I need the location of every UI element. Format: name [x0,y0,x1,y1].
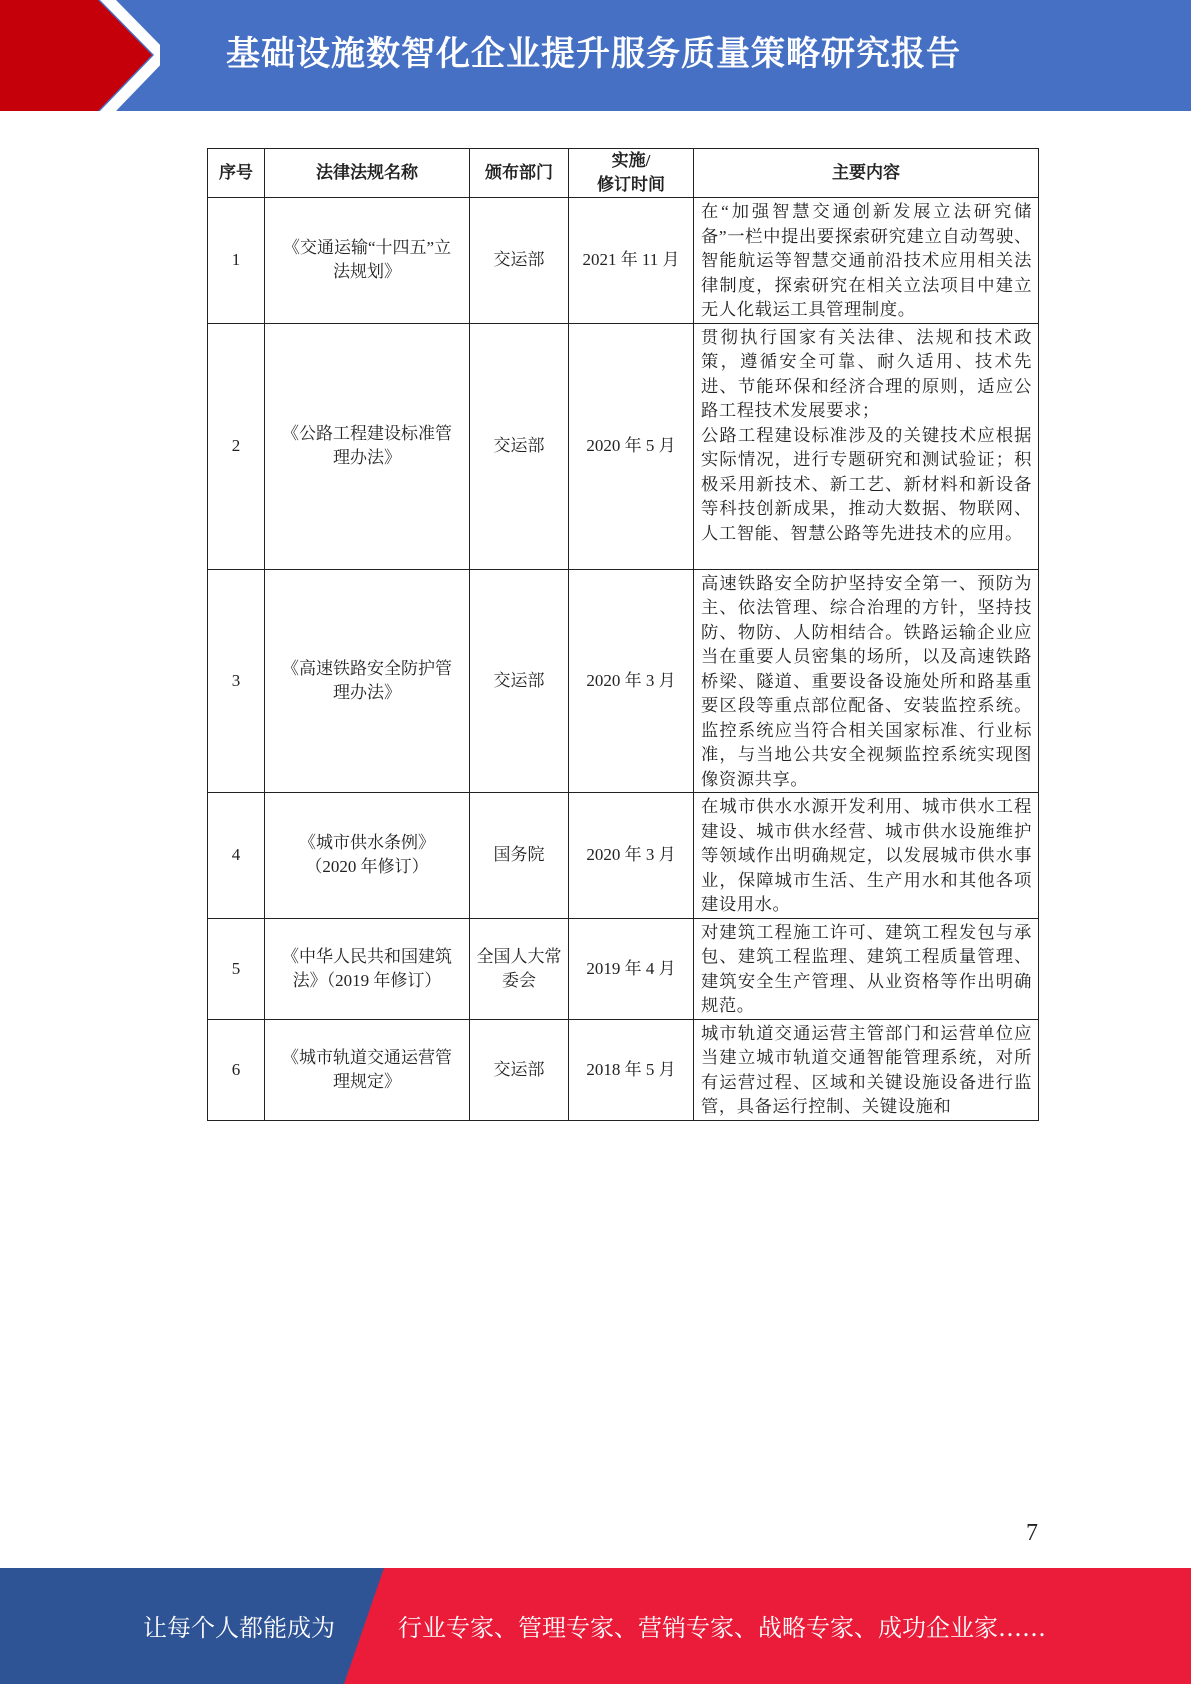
cell-name: 《城市轨道交通运营管理规定》 [265,1019,470,1120]
table-row [208,198,1039,324]
cell-name: 《交通运输“十四五”立法规划》 [265,198,470,324]
cell-content-paragraph: 贯彻执行国家有关法律、法规和技术政策，遵循安全可靠、耐久适用、技术先进、节能环保和经济合理的原则，适应公路工程技术发展要求； [701,327,1032,420]
cell-department: 交运部 [470,1019,569,1120]
table-row [208,323,1039,569]
cell-name: 《中华人民共和国建筑法》（2019 年修订） [265,918,470,1019]
cell-name: 《公路工程建设标准管理办法》 [265,323,470,569]
footer-slogan-right: 行业专家、管理专家、营销专家、战略专家、成功企业家…… [398,1614,1046,1642]
table-row [208,1019,1039,1120]
cell-content: 对建筑工程施工许可、建筑工程发包与承包、建筑工程监理、建筑工程质量管理、建筑安全生产管理、从业资格等作出明确规范。 [694,918,1039,1019]
table-row [208,918,1039,1019]
cell-department: 国务院 [470,793,569,919]
cell-department: 全国人大常委会 [470,918,569,1019]
cell-content: 高速铁路安全防护坚持安全第一、预防为主、依法管理、综合治理的方针，坚持技防、物防、人防相结合。铁路运输企业应当在重要人员密集的场所，以及高速铁路桥梁、隧道、重要设备设施处所和路基重要区段等重点部位配备、安装监控系统。监控系统应当符合相关国家标准、行业标准，与当地公共安全视频监控系统实现图像资源共享。 [694,569,1039,793]
page-number: 7 [1026,1520,1038,1546]
cell-name-line1: 《城市供水条例》 [299,833,435,853]
regulations-table-wrap [207,148,1039,1121]
col-header-content: 主要内容 [694,149,1039,198]
table-header-row [208,149,1039,198]
report-title: 基础设施数智化企业提升服务质量策略研究报告 [226,34,961,74]
cell-date: 2020 年 5 月 [569,323,694,569]
col-header-date-line1: 实施/ [611,151,651,170]
cell-name [265,793,470,919]
table-row [208,569,1039,793]
red-arrow-flag-icon [0,0,160,111]
cell-index: 1 [208,198,265,324]
footer-slogan-left: 让每个人都能成为 [143,1614,335,1642]
cell-index: 2 [208,323,265,569]
cell-content: 城市轨道交通运营主管部门和运营单位应当建立城市轨道交通智能管理系统，对所有运营过程、区域和关键设施设备进行监管，具备运行控制、关键设施和 [694,1019,1039,1120]
cell-content: 在城市供水水源开发利用、城市供水工程建设、城市供水经营、城市供水设施维护等领域作出明确规定，以发展城市供水事业，保障城市生活、生产用水和其他各项建设用水。 [694,793,1039,919]
cell-index: 6 [208,1019,265,1120]
cell-content-paragraph: 公路工程建设标准涉及的关键技术应根据实际情况，进行专题研究和测试验证；积极采用新技术、新工艺、新材料和新设备等科技创新成果，推动大数据、物联网、人工智能、智慧公路等先进技术的应用。 [701,425,1032,543]
cell-date: 2019 年 4 月 [569,918,694,1019]
footer-banner [0,1568,1191,1684]
cell-department: 交运部 [470,323,569,569]
cell-index: 3 [208,569,265,793]
cell-content [694,323,1039,569]
cell-department: 交运部 [470,198,569,324]
col-header-date [569,149,694,198]
regulations-table [207,148,1039,1121]
header-banner [0,0,1191,111]
cell-name: 《高速铁路安全防护管理办法》 [265,569,470,793]
table-row [208,793,1039,919]
cell-index: 5 [208,918,265,1019]
cell-content: 在“加强智慧交通创新发展立法研究储备”一栏中提出要探索研究建立自动驾驶、智能航运等智慧交通前沿技术应用相关法律制度，探索研究在相关立法项目中建立无人化载运工具管理制度。 [694,198,1039,324]
cell-index: 4 [208,793,265,919]
cell-name-line2: （2020 年修订） [305,857,429,877]
cell-date: 2020 年 3 月 [569,793,694,919]
cell-date: 2018 年 5 月 [569,1019,694,1120]
col-header-index: 序号 [208,149,265,198]
cell-date: 2021 年 11 月 [569,198,694,324]
col-header-name: 法律法规名称 [265,149,470,198]
cell-date: 2020 年 3 月 [569,569,694,793]
col-header-department: 颁布部门 [470,149,569,198]
col-header-date-line2: 修订时间 [597,175,665,194]
cell-department: 交运部 [470,569,569,793]
